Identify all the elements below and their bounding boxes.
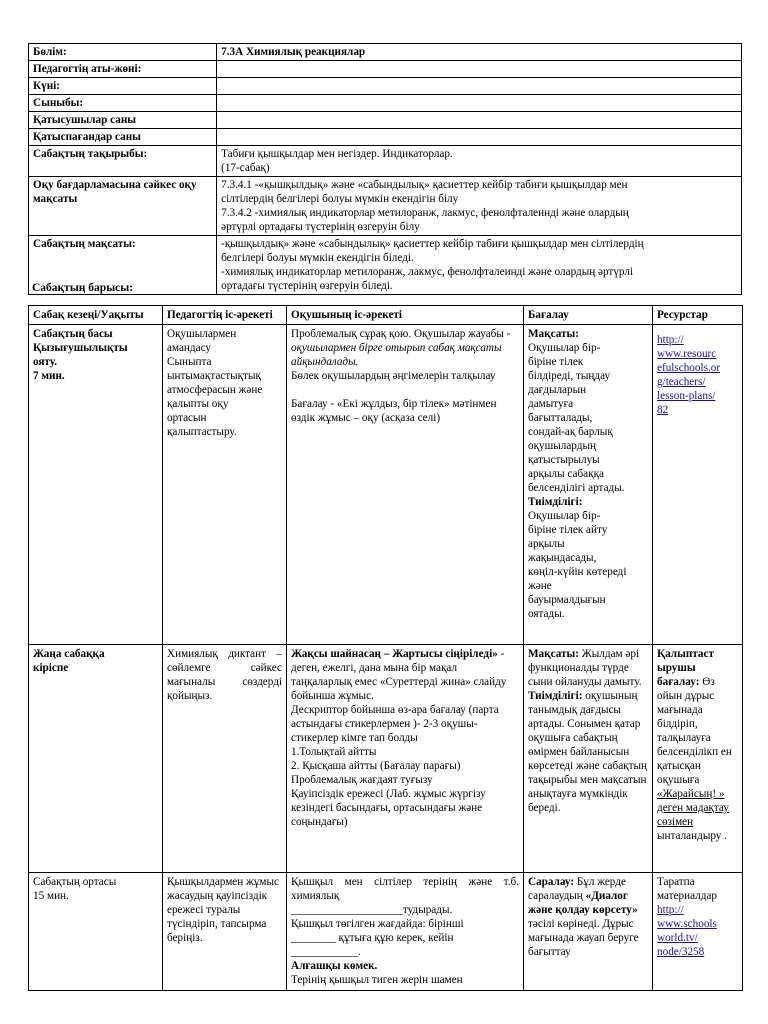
attendees-value [217, 112, 742, 129]
row2-student: Жақсы шайнасаң – Жартысы сіңіріледі» - деген, ежелгі, дана мына бір мақал таңқаларлық емес «Суреттерді жина» слайду бойынша жұмыс. Дескриптор бойынша өз-ара бағалау (парта астындағы стикерлермен )- 2-3 оқушы- стикерлер кімге тап болды 1.Толықтай айтты 2. Қысқаша айтты (Бағалау парағы) Проблемалық жағдаят туғызу Қауіпсіздік ережесі (Лаб. жұмыс жүргізу кезіндегі басындағы, ортасындағы және соңындағы) [287, 645, 524, 873]
row1-assessment: Мақсаты: Оқушылар бір- біріне тілек білдіреді, тыңдау дағдыларын дамытуға бағытталады, сондай-ақ барлық оқушылардың қатыстырылуы арқылы сабаққа белсенділігі артады. Тиімділігі: Оқушылар бір- біріне тілек айту арқылы жақындасады, көңіл-күйін көтереді және бауырмалдығын оятады. [524, 325, 653, 645]
row3-assessment: Саралау: Бұл жерде саралаудың «Диалог және қолдау көрсету» тәсілі көрінеді. Дұрыс мағынада жауап беруге бағыттау [524, 873, 653, 991]
row1-stage: Сабақтың басы Қызығушылықты ояту. 7 мин. [29, 325, 163, 645]
row3-resources: Таратпа материалдар http:// www.schools world.tv/ node/3258 [653, 873, 743, 991]
row1-resources [653, 325, 743, 645]
table-row [29, 645, 743, 873]
teacher-name-label: Педагогтің аты-жөні: [29, 61, 217, 78]
table-row [29, 873, 743, 991]
topic-value: Табиғи қышқылдар мен негіздер. Индикаторлар. (17-сабақ) [217, 146, 742, 177]
progress-title: Сабақтың барысы: [32, 282, 134, 294]
absentees-label: Қатыспағандар саны [29, 129, 217, 146]
row1-teacher: Оқушылармен амандасу Сыныпта ынтымақтастықтық атмосферасын және қалыпты оқу ортасын қалыптастыру. [163, 325, 287, 645]
table-row [29, 325, 743, 645]
header-resources: Ресурстар [653, 306, 743, 325]
absentees-value [217, 129, 742, 146]
resource-link-resourcefulschools[interactable]: http:// www.resourc efulschools.or g/teachers/ lesson-plans/ 82 [657, 334, 721, 416]
row2-stage: Жаңа сабаққа кіріспе [29, 645, 163, 873]
lesson-info-table [28, 43, 742, 295]
class-value [217, 95, 742, 112]
objectives-label: Оқу бағдарламасына сәйкес оқу мақсаты [29, 177, 217, 236]
row2-assessment: Мақсаты: Жылдам әрі функционалды түрде сыни ойлануды дамыту. Тиімділігі: оқушының танымдық дағдысы артады. Сонымен қатар оқушыға сабақтың өмірмен байланысын көрсетеді және сабақтың тақырыбы мен мақсатын анықтауға мүмкіндік береді. [524, 645, 653, 873]
section-value: 7.3А Химиялық реакциялар [217, 44, 742, 61]
header-row [29, 306, 743, 325]
row2-resources: Қалыптаст ырушы бағалау: Өз ойын дұрыс мағынада білдіріп, талқылауға белсенділікп ен қатысқан оқушыға «Жарайсың! » деген мадақтау сөзімен ынталандыру . [653, 645, 743, 873]
row3-teacher: Қышқылдармен жұмыс жасаудың қауіпсіздік ережесі туралы түсіндіріп, тапсырма беріңіз. [163, 873, 287, 991]
attendees-label: Қатысушылар саны [29, 112, 217, 129]
section-label: Бөлім: [29, 44, 217, 61]
class-label: Сыныбы: [29, 95, 217, 112]
header-stage: Сабақ кезеңі/Уақыты [29, 306, 163, 325]
row3-student: Қышқыл мен сілтілер терінің және т.б. химиялық ____________________тудырады. Қышқыл төгілген жағдайда: бірінші ________ құтыға құю керек, кейін ____________. Алғашқы көмек. Терінің қышқыл тиген жерін шамен [287, 873, 524, 991]
goal-value: -қышқылдық» және «сабындылық» қасиеттер кейбір табиғи қышқылдар мен сілтілердің белгілері болуы мүмкін екендігін біледі. -химиялық индикаторлар метилоранж, лакмус, фенолфталеинді және олардың әртүрлі ортадағы түстерінің өзгеруін біледі. [217, 236, 742, 295]
objectives-value: 7.3.4.1 -«қышқылдық» және «сабындылық» қасиеттер кейбір табиғи қышқылдар мен сілтілердің белгілері болуы мүмкін екендігін білу 7.3.4.2 -химиялық индикаторлар метилоранж, лакмус, фенолфталеинді және олардың әртүрлі ортадағы түстерінің өзгеруін білу [217, 177, 742, 236]
row1-student: Проблемалық сұрақ қою. Оқушылар жауабы - оқушылармен бірге отырып сабақ мақсаты айқындалады. Бөлек оқушылардың әңгімелерін талқылау Бағалау - «Екі жұлдыз, бір тілек» мәтінмен өздік жұмыс – оқу (асқаза селі) [287, 325, 524, 645]
resource-link-schoolsworld[interactable]: http:// www.schools world.tv/ node/3258 [657, 904, 717, 958]
date-value [217, 78, 742, 95]
lesson-progress-table [28, 305, 743, 991]
row2-teacher: Химиялық диктант – сөйлемге сәйкес мағыналы сөздерді қойыңыз. [163, 645, 287, 873]
topic-label: Сабақтың тақырыбы: [29, 146, 217, 177]
header-teacher: Педагогтің іс-әрекеті [163, 306, 287, 325]
goal-label: Сабақтың мақсаты: [29, 236, 217, 295]
row3-stage: Сабақтың ортасы 15 мин. [29, 873, 163, 991]
header-student: Оқушының іс-әрекеті [287, 306, 524, 325]
teacher-name-value [217, 61, 742, 78]
header-assessment: Бағалау [524, 306, 653, 325]
date-label: Күні: [29, 78, 217, 95]
